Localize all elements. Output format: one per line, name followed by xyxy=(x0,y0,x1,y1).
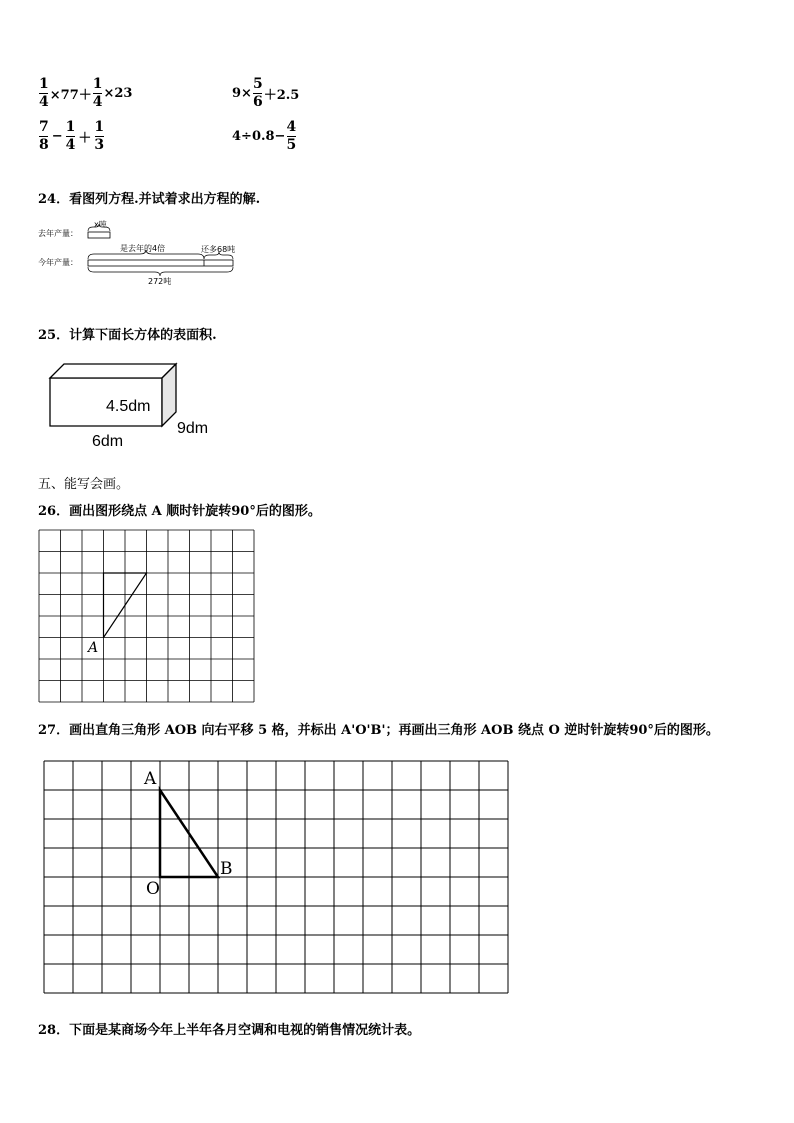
cuboid-figure xyxy=(48,362,180,428)
expression-1: $\frac{1}{4}$ ×77＋ $\frac{1}{4}$ ×23 xyxy=(39,76,133,110)
expression-4: 4÷0.8− $\frac{4}{5}$ xyxy=(232,119,297,153)
length-label: 6dm xyxy=(92,433,124,450)
four-times-label: 是去年的4倍 xyxy=(120,244,166,253)
fraction: $\frac{1}{3}$ xyxy=(94,119,105,153)
fraction: $\frac{7}{8}$ xyxy=(39,119,49,153)
question-25-title: 25．计算下面长方体的表面积. xyxy=(38,328,217,343)
question-28-title: 28．下面是某商场今年上半年各月空调和电视的销售情况统计表。 xyxy=(38,1023,421,1038)
fraction: $\frac{5}{6}$ xyxy=(252,76,263,110)
point-a-label: A xyxy=(144,769,157,789)
grid-27 xyxy=(43,760,511,996)
fraction: $\frac{1}{4}$ xyxy=(39,76,49,110)
expression-2: 9× $\frac{5}{6}$ ＋2.5 xyxy=(232,76,300,110)
equation-diagram xyxy=(80,222,250,282)
total-272-label: 272吨 xyxy=(148,277,172,286)
fraction: $\frac{1}{4}$ xyxy=(92,76,103,110)
height-label: 4.5dm xyxy=(106,398,151,415)
more-68-label: 还多68吨 xyxy=(201,245,236,254)
section-5-heading: 五、能写会画。 xyxy=(38,477,130,492)
last-year-label: 去年产量： xyxy=(38,229,78,238)
question-26-title: 26．画出图形绕点 A 顺时针旋转90°后的图形。 xyxy=(38,504,321,519)
width-label: 9dm xyxy=(177,420,209,437)
question-27-title: 27．画出直角三角形 AOB 向右平移 5 格，并标出 A'O'B'；再画出三角形 AOB 绕点 O 逆时针旋转90°后的图形。 xyxy=(38,723,719,738)
fraction: $\frac{1}{4}$ xyxy=(65,119,76,153)
expression-3: $\frac{7}{8}$ − $\frac{1}{4}$ ＋ $\frac{1}{3}$ xyxy=(39,119,105,153)
grid-26 xyxy=(38,529,256,703)
point-a-label: A xyxy=(88,640,99,656)
x-ton-label: x吨 xyxy=(94,220,107,229)
fraction: $\frac{4}{5}$ xyxy=(286,119,297,153)
point-b-label: B xyxy=(220,859,233,879)
this-year-label: 今年产量： xyxy=(38,258,78,267)
point-o-label: O xyxy=(146,879,160,899)
question-24-title: 24．看图列方程.并试着求出方程的解. xyxy=(38,192,261,207)
